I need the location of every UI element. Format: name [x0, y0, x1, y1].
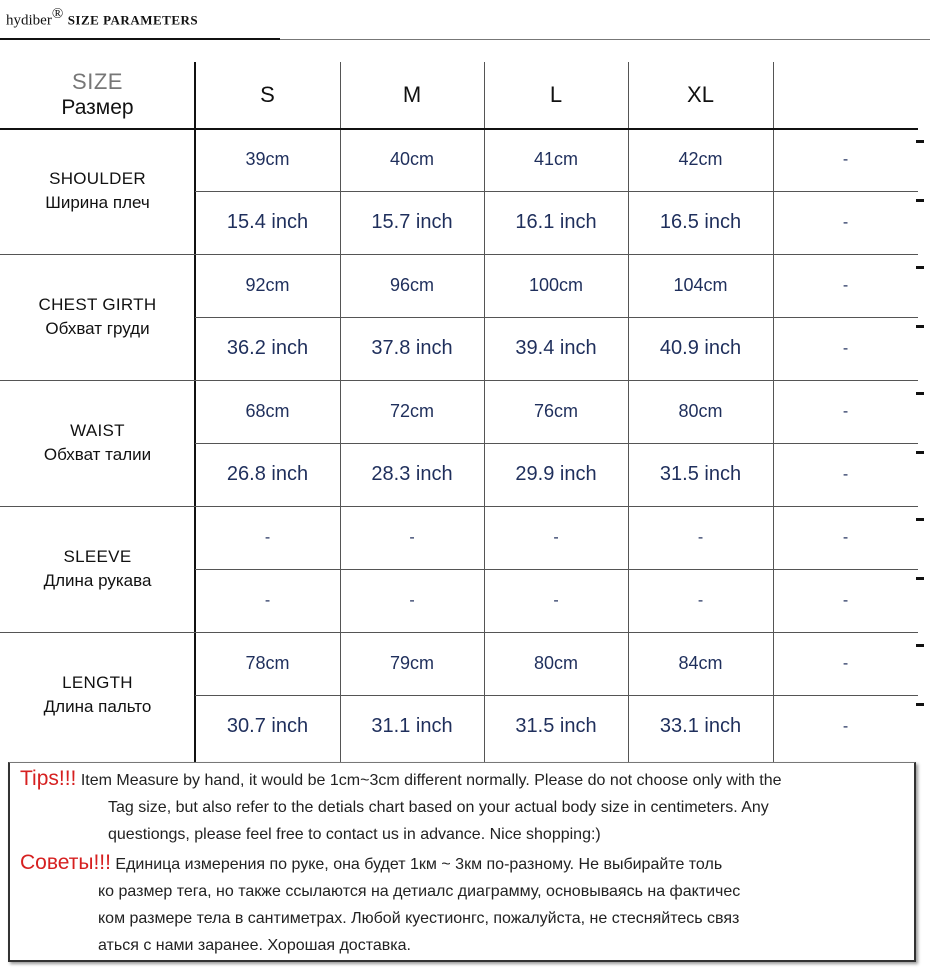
measure-label [0, 380, 195, 506]
edge-tick [916, 140, 924, 143]
size-corner-label-ru: Размер [61, 96, 134, 119]
measure-value-inch: - [842, 591, 849, 609]
measure-value-cm: 84cm [678, 653, 723, 673]
measure-value-cm: - [842, 402, 849, 420]
measure-value-cm: 100cm [528, 275, 584, 295]
size-column-header: XL [687, 82, 714, 107]
header-divider-thin [280, 39, 930, 40]
measure-value-cm: - [409, 528, 415, 546]
edge-tick [916, 392, 924, 395]
measure-value-cm: 41cm [533, 149, 578, 169]
measure-value-inch: 39.4 inch [515, 337, 597, 359]
tips-ru-lead: Советы!!! [20, 851, 111, 874]
registered-mark: ® [51, 6, 64, 22]
size-corner-cell [0, 62, 195, 128]
sub-row-divider [195, 191, 918, 192]
page-header [6, 6, 198, 30]
measure-value-inch: 37.8 inch [371, 337, 453, 359]
measure-value-cm: 68cm [245, 401, 290, 421]
measure-value-inch: - [842, 717, 849, 735]
measure-value-inch: - [409, 591, 415, 609]
measure-value-cm: - [842, 276, 849, 294]
measure-label [0, 632, 195, 758]
measure-label-en: SLEEVE [63, 547, 132, 566]
measure-value-cm: - [697, 528, 704, 546]
measure-value-cm: 42cm [678, 149, 723, 169]
measure-label-en: WAIST [70, 421, 125, 440]
measure-value-inch: - [842, 213, 849, 231]
edge-tick [916, 703, 924, 706]
measure-value-inch: 15.7 inch [371, 211, 453, 233]
sub-row-divider [195, 695, 918, 696]
measure-value-inch: 26.8 inch [226, 463, 309, 485]
edge-tick [916, 644, 924, 647]
measure-value-cm: 79cm [389, 653, 434, 673]
edge-tick [916, 577, 924, 580]
tips-ru-line-2: ко размер тега, но также ссылаются на детиалс диаграмму, основываясь на фактичес [98, 883, 741, 900]
measure-value-cm: 78cm [245, 653, 290, 673]
sub-row-divider [195, 317, 918, 318]
measure-value-inch: 16.5 inch [659, 211, 742, 233]
edge-tick [916, 451, 924, 454]
measure-label-ru: Длина пальто [43, 697, 152, 716]
header-divider [0, 38, 280, 40]
measure-value-cm: 92cm [245, 275, 290, 295]
measure-value-cm: 40cm [389, 149, 434, 169]
tips-en-line-3: questiongs, please feel free to contact us in advance. Nice shopping:) [108, 826, 601, 843]
measure-value-inch: - [842, 465, 849, 483]
tips-ru [20, 849, 910, 959]
measure-value-cm: - [842, 528, 849, 546]
sub-row-divider [195, 443, 918, 444]
sub-row-divider [195, 569, 918, 570]
measure-value-cm: 80cm [533, 653, 578, 673]
measure-label-ru: Обхват груди [45, 319, 150, 338]
measure-value-inch: 30.7 inch [226, 715, 309, 737]
measure-label-ru: Обхват талии [43, 445, 152, 464]
measure-value-inch: 33.1 inch [659, 715, 742, 737]
measure-label-ru: Длина рукава [43, 571, 152, 590]
measure-label-en: LENGTH [62, 673, 133, 692]
measure-value-cm: 96cm [389, 275, 434, 295]
measure-value-cm: 39cm [245, 149, 290, 169]
edge-tick [916, 518, 924, 521]
size-table [0, 62, 930, 762]
size-column-header: S [260, 82, 275, 107]
measure-value-inch: 31.5 inch [515, 715, 597, 737]
measure-label-en: SHOULDER [49, 169, 146, 188]
measure-value-inch: 16.1 inch [515, 211, 597, 233]
measure-value-inch: 40.9 inch [659, 337, 742, 359]
edge-tick [916, 266, 924, 269]
size-column-header: L [549, 82, 563, 107]
measure-value-inch: - [697, 591, 704, 609]
measure-label [0, 254, 195, 380]
measure-value-inch: 15.4 inch [226, 211, 309, 233]
measure-value-cm: 80cm [678, 401, 723, 421]
edge-tick [916, 199, 924, 202]
measure-label [0, 506, 195, 632]
page-title: SIZE PARAMETERS [67, 12, 199, 28]
measure-value-inch: - [264, 591, 271, 609]
measure-value-cm: 72cm [389, 401, 434, 421]
measure-value-cm: 76cm [533, 401, 578, 421]
tips-en [20, 765, 910, 848]
size-column-header [773, 62, 918, 128]
tips-ru-line-1: Единица измерения по руке, она будет 1км ~ 3км по-разному. Не выбирайте толь [115, 856, 723, 873]
measure-value-cm: - [264, 528, 271, 546]
measure-value-inch: - [842, 339, 849, 357]
size-corner-label-en: SIZE [72, 69, 123, 94]
brand-name: hydiber [6, 12, 52, 29]
measure-value-inch: - [553, 591, 559, 609]
measure-value-inch: 28.3 inch [371, 463, 453, 485]
measure-value-cm: - [842, 150, 849, 168]
tips-en-lead: Tips!!! [20, 767, 77, 790]
size-column-header: M [402, 82, 422, 107]
tips-ru-line-3: ком размере тела в сантиметрах. Любой куестионгс, пожалуйста, не стесняйтесь связ [98, 910, 740, 927]
measure-label [0, 128, 195, 254]
tips-ru-line-4: аться с нами заранее. Хорошая доставка. [98, 937, 411, 954]
tips-en-line-2: Tag size, but also refer to the detials chart based on your actual body size in centimeters. Any [108, 799, 769, 816]
measure-value-inch: 29.9 inch [515, 463, 597, 485]
measure-value-cm: - [553, 528, 559, 546]
measure-value-inch: 36.2 inch [226, 337, 309, 359]
tips-box [8, 762, 916, 962]
measure-value-inch: 31.1 inch [371, 715, 453, 737]
measure-value-cm: - [842, 654, 849, 672]
edge-tick [916, 325, 924, 328]
measure-value-cm: 104cm [673, 275, 728, 295]
tips-en-line-1: Item Measure by hand, it would be 1cm~3cm different normally. Please do not choose only with the [80, 772, 782, 789]
measure-value-inch: 31.5 inch [659, 463, 742, 485]
measure-label-en: CHEST GIRTH [38, 295, 157, 314]
measure-label-ru: Ширина плеч [45, 193, 150, 212]
